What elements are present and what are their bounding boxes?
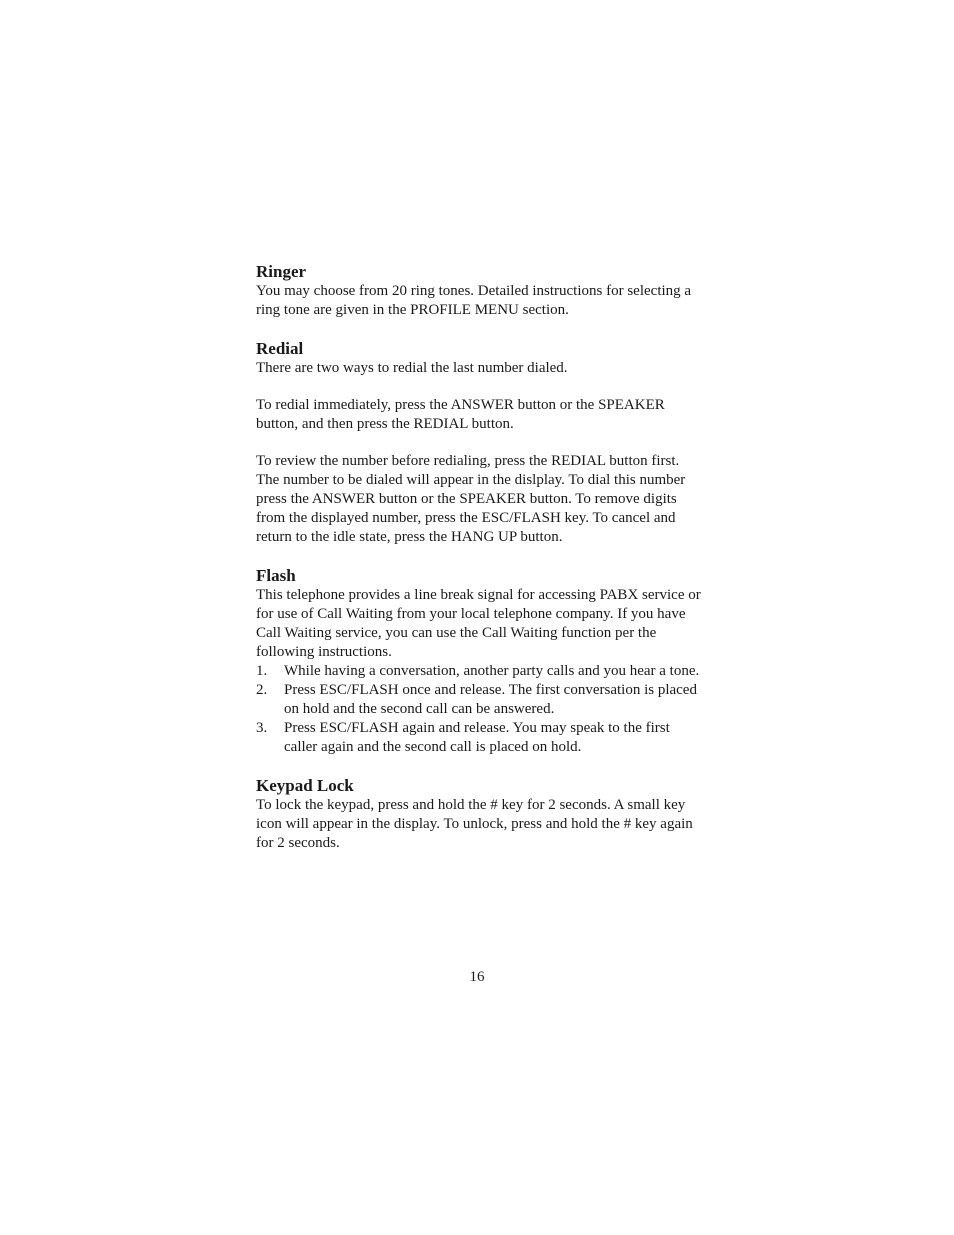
section-heading-redial: Redial <box>256 339 304 358</box>
flash-steps-list <box>256 662 704 757</box>
section-ringer <box>256 262 704 320</box>
list-item <box>256 662 704 681</box>
list-item-number: 1. <box>256 663 268 679</box>
section-redial <box>256 339 704 547</box>
list-item-text: Press ESC/FLASH again and release. You may speak to the first caller again and the second call is placed on hold. <box>284 720 670 755</box>
section-keypad-lock <box>256 776 704 853</box>
flash-paragraph: This telephone provides a line break signal for accessing PABX service or for use of Call Waiting from your local telephone company. If you have Call Waiting service, you can use the Call Waiting function per the following instructions. <box>256 587 701 660</box>
section-heading-keypad-lock: Keypad Lock <box>256 776 354 795</box>
page-number: 16 <box>469 969 485 985</box>
section-flash <box>256 566 704 757</box>
keypad-lock-paragraph: To lock the keypad, press and hold the # key for 2 seconds. A small key icon will appear in the display. To unlock, press and hold the # key again for 2 seconds. <box>256 797 693 851</box>
ringer-paragraph: You may choose from 20 ring tones. Detailed instructions for selecting a ring tone are given in the PROFILE MENU section. <box>256 283 692 318</box>
list-item-text: Press ESC/FLASH once and release. The first conversation is placed on hold and the second call can be answered. <box>284 682 697 717</box>
list-item <box>256 681 704 719</box>
list-item-text: While having a conversation, another party calls and you hear a tone. <box>284 663 700 679</box>
list-item-number: 3. <box>256 720 268 736</box>
section-heading-flash: Flash <box>256 566 296 585</box>
list-item <box>256 719 704 757</box>
section-heading-ringer: Ringer <box>256 262 307 281</box>
list-item-number: 2. <box>256 682 268 698</box>
redial-paragraph-intro: There are two ways to redial the last number dialed. <box>256 360 568 376</box>
redial-paragraph-immediate: To redial immediately, press the ANSWER button or the SPEAKER button, and then press the REDIAL button. <box>256 397 665 432</box>
manual-page-content <box>256 262 704 872</box>
redial-paragraph-review: To review the number before redialing, press the REDIAL button first. The number to be dialed will appear in the dislplay. To dial this number press the ANSWER button or the SPEAKER button. To remove digits from the displayed number, press the ESC/FLASH key. To cancel and return to the idle state, press the HANG UP button. <box>256 453 686 545</box>
